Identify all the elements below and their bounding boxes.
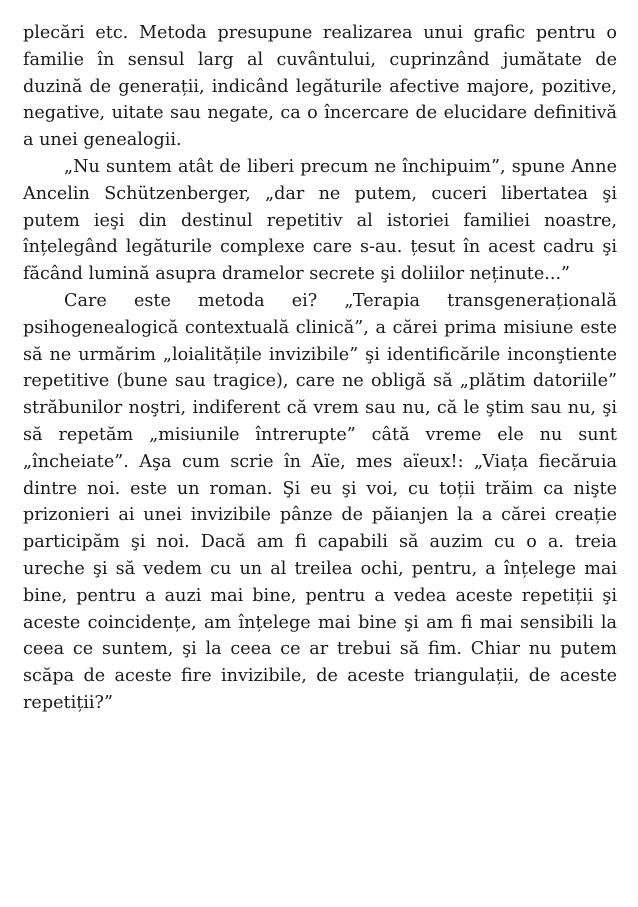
paragraph-method: Care este metoda ei? „Terapia transgenerațională psihogenealogică contextuală clinică”, a cărei prima misiune este să ne urmărim „loialitățile invizibile” şi identificările inconştiente repetitive (bune sau tragice), care ne obligă să „plătim datoriile” străbunilor noştri, indiferent că vrem sau nu, că le ştim sau nu, şi să repetăm „misiunile întrerupte” câtă vreme ele nu sunt „încheiate”. Aşa cum scrie în Aïe, mes aïeux!: „Viața fiecăruia dintre noi. este un roman. Şi eu şi voi, cu toții trăim ca nişte prizonieri ai unei invizibile pânze de păianjen la a cărei creație participăm şi noi. Dacă am fi capabili să auzim cu o a. treia ureche şi să vedem cu un al treilea ochi, pentru, a înțelege mai bine, pentru a auzi mai bine, pentru a vedea aceste repetiții şi aceste coincidențe, am înțelege mai bine şi am fi mai sensibili la ceea ce suntem, şi la ceea ce ar trebui să fim. Chiar nu putem scăpa de aceste fire invizibile, de aceste triangulații, de aceste repetiții?” bbox=[23, 290, 617, 713]
paragraph-continuation: plecări etc. Metoda presupune realizarea unui grafic pentru o familie în sensul larg al cuvântului, cuprinzând jumătate de duzină de generații, indicând legăturile afective majore, pozitive, negative, uitate sau negate, ca o încercare de elucidare definitivă a unei genealogii. bbox=[23, 23, 617, 151]
page-body bbox=[23, 20, 617, 717]
paragraph-quote-schutzenberger: „Nu suntem atât de liberi precum ne închipuim”, spune Anne Ancelin Schützenberger, „dar ne putem, cuceri libertatea şi putem ieşi din destinul repetitiv al istoriei familiei noastre, înțelegând legăturile complexe care s-au. țesut în acest cadru şi făcând lumină asupra dramelor secrete şi doliilor neținute...” bbox=[23, 156, 617, 285]
